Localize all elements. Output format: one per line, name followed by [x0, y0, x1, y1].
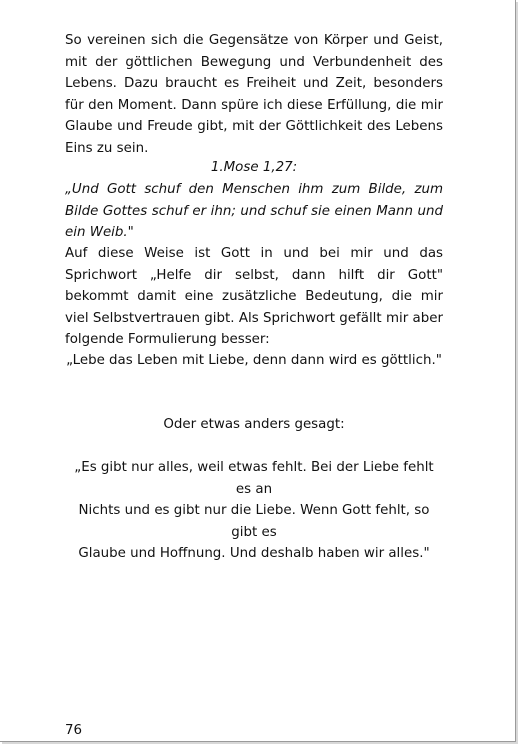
- final-quote-line: Glaube und Hoffnung. Und deshalb haben wir alles.": [78, 546, 430, 562]
- other-intro-line: Oder etwas anders gesagt:: [163, 417, 345, 432]
- final-quote: [65, 457, 443, 565]
- page-number: 76: [65, 723, 83, 738]
- body-paragraph-2: Auf diese Weise ist Gott in und bei mir und das Sprichwort „Helfe dir selbst, dann hilft dir Gott" bekommt damit eine zusätzliche Bedeutung, die mir viel Selbstvertrauen gibt. Als Sprichwort gefällt mir aber folgende Formulierung besser:: [65, 246, 443, 348]
- bible-quote-reference: 1.Mose 1,27:: [210, 160, 298, 175]
- body-paragraph-1: So vereinen sich die Gegensätze von Körper und Geist, mit der göttlichen Bewegung und Verbundenheit des Lebens. Dazu braucht es Freiheit und Zeit, besonders für den Moment. Dann spüre ich diese Erfüllung, die mir Glaube und Freude gibt, mit der Göttlichkeit des Lebens Eins zu sein.: [65, 33, 443, 156]
- bible-quote-text: „Und Gott schuf den Menschen ihm zum Bilde, zum Bilde Gottes schuf er ihn; und schuf sie einen Mann und ein Weib.": [65, 182, 443, 241]
- final-quote-line: Nichts und es gibt nur die Liebe. Wenn Gott fehlt, so gibt es: [78, 503, 430, 540]
- final-quote-line: „Es gibt nur alles, weil etwas fehlt. Bei der Liebe fehlt es an: [74, 460, 434, 497]
- saying-quote: „Lebe das Leben mit Liebe, denn dann wird es göttlich.": [66, 353, 442, 368]
